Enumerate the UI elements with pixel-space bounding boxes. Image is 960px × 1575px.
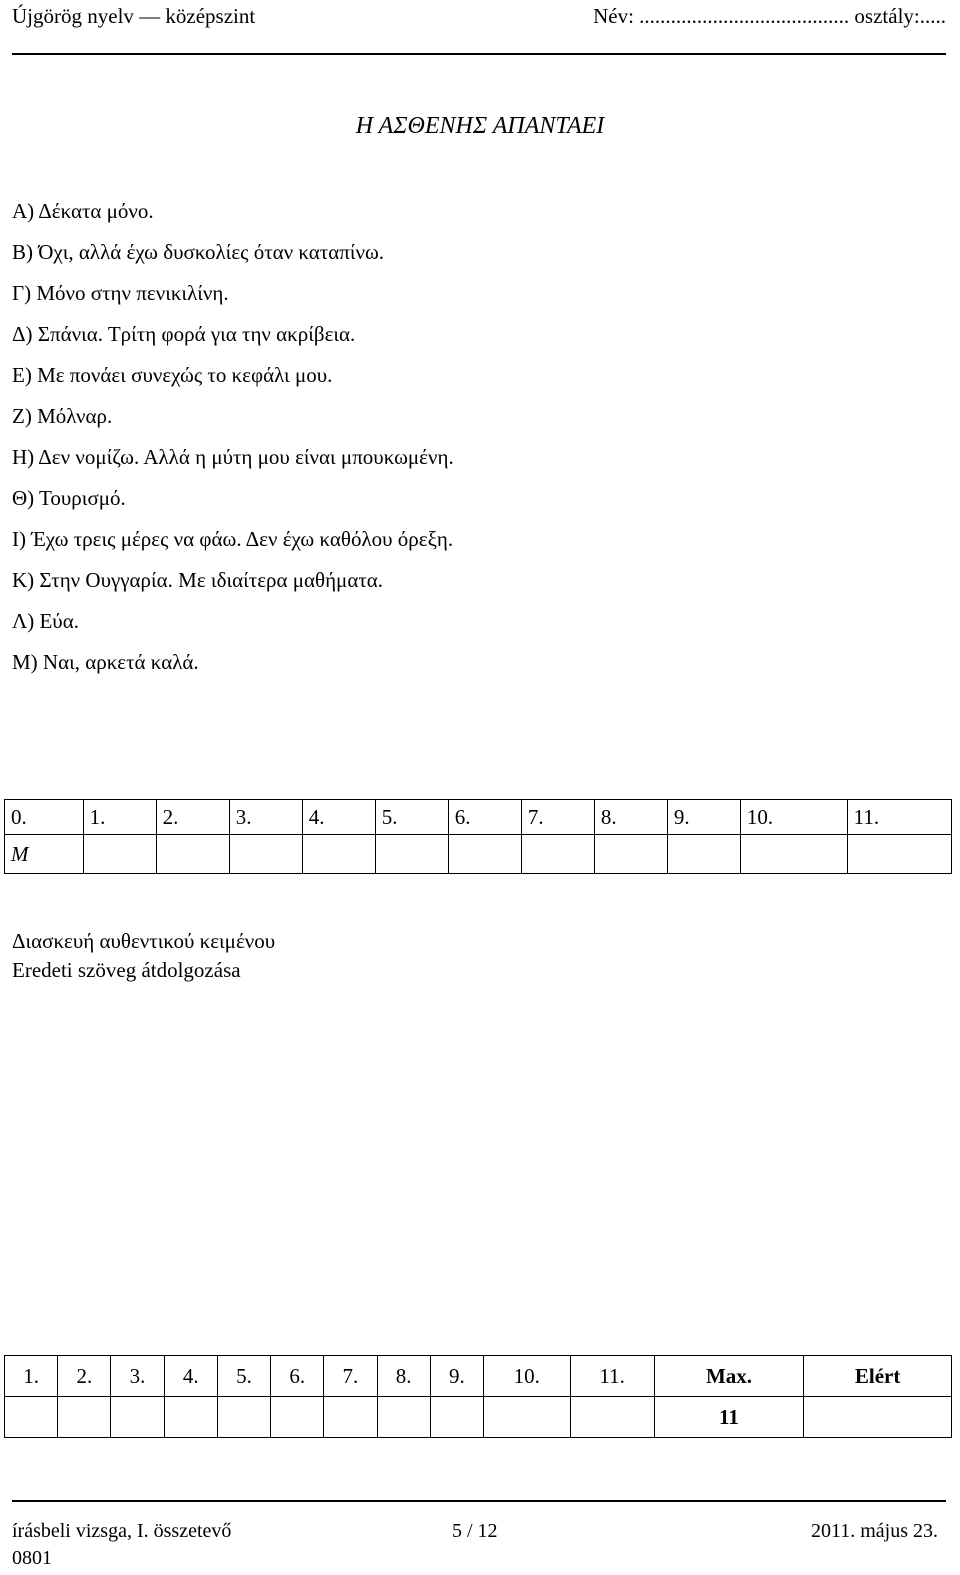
score-grid-header-row — [5, 1356, 952, 1397]
score-grid-cell[interactable] — [111, 1397, 164, 1438]
answer-item: Κ) Στην Ουγγαρία. Με ιδιαίτερα μαθήματα. — [12, 568, 384, 592]
answer-item: Γ) Μόνο στην πενικιλίνη. — [12, 281, 229, 305]
score-grid-header: 1. — [5, 1356, 58, 1397]
score-grid-cell[interactable] — [5, 1397, 58, 1438]
answer-grid-cell[interactable] — [594, 835, 667, 874]
answer-grid-cell[interactable] — [302, 835, 375, 874]
answer-grid-header: 9. — [667, 800, 740, 835]
header-rule — [12, 53, 946, 55]
answer-list — [12, 196, 454, 688]
score-grid-cell[interactable] — [164, 1397, 217, 1438]
footer-rule — [12, 1500, 946, 1502]
footer-exam-part: írásbeli vizsga, I. összetevő — [12, 1520, 232, 1542]
answer-grid-header: 8. — [594, 800, 667, 835]
answer-item: Ζ) Μόλναρ. — [12, 404, 113, 428]
answer-grid-cell[interactable] — [448, 835, 521, 874]
answer-grid-header: 4. — [302, 800, 375, 835]
answer-grid-header: 10. — [740, 800, 847, 835]
score-grid-header: 4. — [164, 1356, 217, 1397]
score-grid-header: 3. — [111, 1356, 164, 1397]
answer-item: Δ) Σπάνια. Τρίτη φορά για την ακρίβεια. — [12, 322, 356, 346]
source-note-greek: Διασκευή αυθεντικού κειμένου — [12, 929, 276, 953]
answer-item: Ι) Έχω τρεις μέρες να φάω. Δεν έχω καθόλου όρεξη. — [12, 527, 454, 551]
score-grid-header: 11. — [570, 1356, 654, 1397]
answer-item: Ε) Με πονάει συνεχώς το κεφάλι μου. — [12, 363, 333, 387]
score-grid-cell[interactable] — [271, 1397, 324, 1438]
answer-grid-answer-row — [5, 835, 952, 874]
answer-grid-header: 2. — [156, 800, 229, 835]
answer-grid-cell[interactable] — [83, 835, 156, 874]
score-grid-cell[interactable] — [58, 1397, 111, 1438]
answer-grid-header: 5. — [375, 800, 448, 835]
score-grid-header: 5. — [217, 1356, 270, 1397]
answer-item: Θ) Τουρισμό. — [12, 486, 126, 510]
score-grid-cell[interactable] — [377, 1397, 430, 1438]
answer-grid-cell[interactable] — [740, 835, 847, 874]
score-grid-header-max: Max. — [654, 1356, 804, 1397]
answer-grid-header: 11. — [847, 800, 951, 835]
score-grid-value-row — [5, 1397, 952, 1438]
score-grid-header: 7. — [324, 1356, 377, 1397]
score-grid-header: 8. — [377, 1356, 430, 1397]
score-grid-header-achieved: Elért — [804, 1356, 952, 1397]
footer-page-number: 5 / 12 — [452, 1520, 498, 1542]
answer-item: Α) Δέκατα μόνο. — [12, 199, 154, 223]
source-note-hungarian: Eredeti szöveg átdolgozása — [12, 958, 241, 982]
page-title: Η ΑΣΘΕΝΗΣ ΑΠΑΝΤΑΕΙ — [355, 113, 605, 139]
answer-grid-header: 3. — [229, 800, 302, 835]
answer-item: Β) Όχι, αλλά έχω δυσκολίες όταν καταπίνω. — [12, 240, 385, 264]
answer-grid-cell-example: M — [5, 835, 84, 874]
answer-grid-header-row — [5, 800, 952, 835]
score-grid-cell[interactable] — [570, 1397, 654, 1438]
score-grid-cell[interactable] — [324, 1397, 377, 1438]
score-grid-max-value: 11 — [654, 1397, 804, 1438]
score-grid-achieved-cell[interactable] — [804, 1397, 952, 1438]
answer-grid-header: 6. — [448, 800, 521, 835]
score-grid — [4, 1355, 952, 1438]
answer-grid-cell[interactable] — [156, 835, 229, 874]
score-grid-cell[interactable] — [217, 1397, 270, 1438]
answer-grid-cell[interactable] — [521, 835, 594, 874]
footer-date: 2011. május 23. — [810, 1520, 938, 1542]
answer-grid-header: 0. — [5, 800, 84, 835]
score-grid-header: 2. — [58, 1356, 111, 1397]
answer-grid-cell[interactable] — [229, 835, 302, 874]
header-subject: Újgörög nyelv — középszint — [12, 4, 256, 28]
score-grid-header: 6. — [271, 1356, 324, 1397]
answer-grid-cell[interactable] — [375, 835, 448, 874]
answer-grid-header: 7. — [521, 800, 594, 835]
score-grid-header: 10. — [483, 1356, 570, 1397]
answer-grid-cell[interactable] — [667, 835, 740, 874]
answer-grid-cell[interactable] — [847, 835, 951, 874]
answer-grid — [4, 799, 952, 874]
answer-item: Η) Δεν νομίζω. Αλλά η μύτη μου είναι μπουκωμένη. — [12, 445, 454, 469]
header-name-class-field: Név: ........................................ osztály:..... — [593, 4, 946, 28]
score-grid-cell[interactable] — [430, 1397, 483, 1438]
answer-item: Λ) Εύα. — [12, 609, 79, 633]
score-grid-cell[interactable] — [483, 1397, 570, 1438]
footer-code: 0801 — [12, 1547, 52, 1569]
answer-grid-header: 1. — [83, 800, 156, 835]
answer-item: Μ) Ναι, αρκετά καλά. — [12, 650, 199, 674]
score-grid-header: 9. — [430, 1356, 483, 1397]
